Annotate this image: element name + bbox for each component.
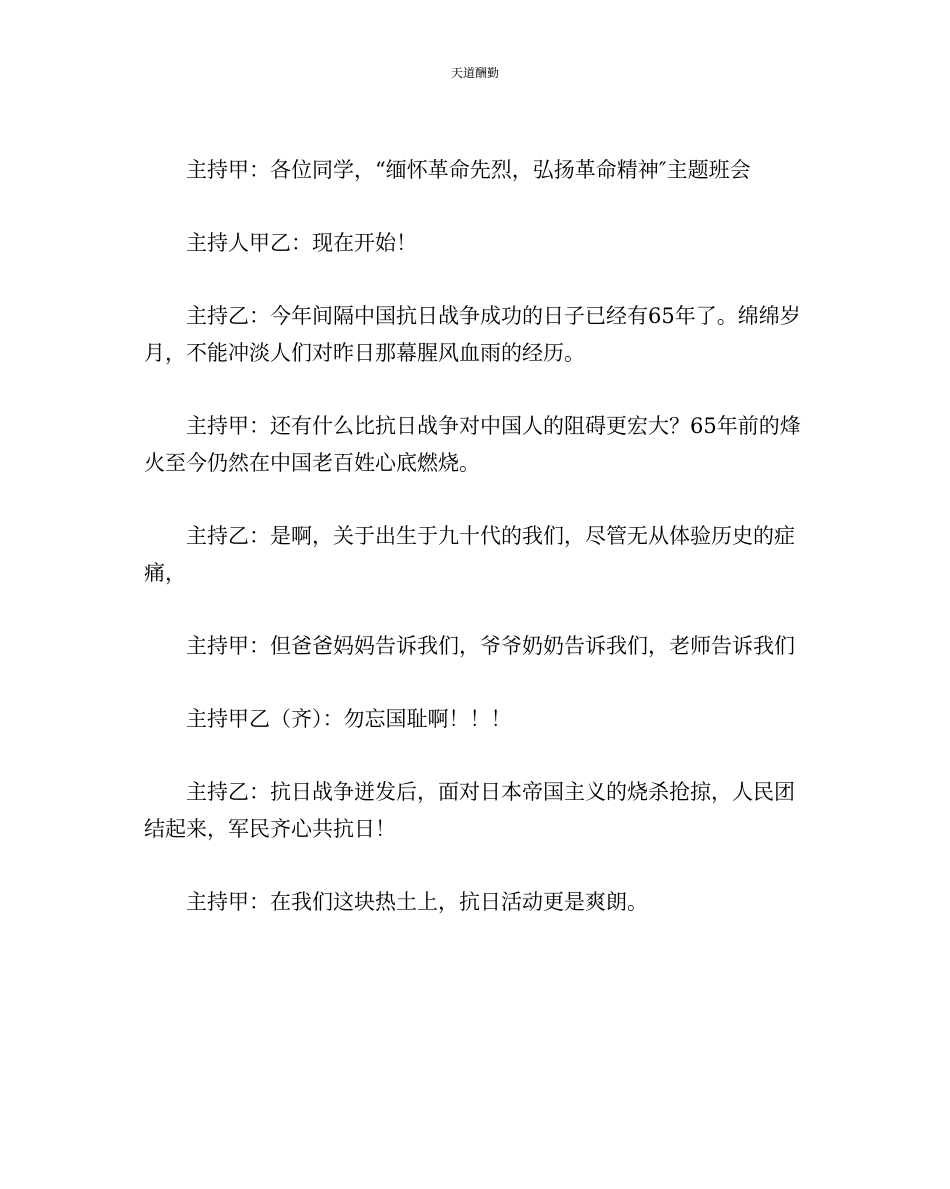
paragraph-2: 主持人甲乙：现在开始！	[186, 231, 417, 255]
paragraph-6: 主持甲：但爸爸妈妈告诉我们，爷爷奶奶告诉我们，老师告诉我们	[186, 634, 795, 658]
paragraph-9: 主持甲：在我们这块热土上，抗日活动更是爽朗。	[186, 890, 648, 914]
paragraph-7: 主持甲乙（齐）：勿忘国耻啊！！！	[186, 707, 512, 731]
paragraph-8: 主持乙：抗日战争迸发后，面对日本帝国主义的烧杀抢掠，人民团结起来，军民齐心共抗日！	[144, 780, 795, 841]
paragraph-4: 主持甲：还有什么比抗日战争对中国人的阻碍更宏大？65年前的烽火至今仍然在中国老百姓心底燃烧。	[144, 414, 801, 475]
paragraph-5: 主持乙：是啊，关于出生于九十代的我们，尽管无从体验历史的症痛，	[144, 524, 795, 585]
paragraph-3: 主持乙：今年间隔中国抗日战争成功的日子已经有65年了。绵绵岁月，不能冲淡人们对昨日那幕腥风血雨的经历。	[144, 304, 801, 365]
page-header: 天道酬勤	[450, 66, 499, 80]
document-body	[144, 152, 808, 957]
paragraph-1: 主持甲：各位同学，“缅怀革命先烈，弘扬革命精神″主题班会	[186, 158, 751, 182]
